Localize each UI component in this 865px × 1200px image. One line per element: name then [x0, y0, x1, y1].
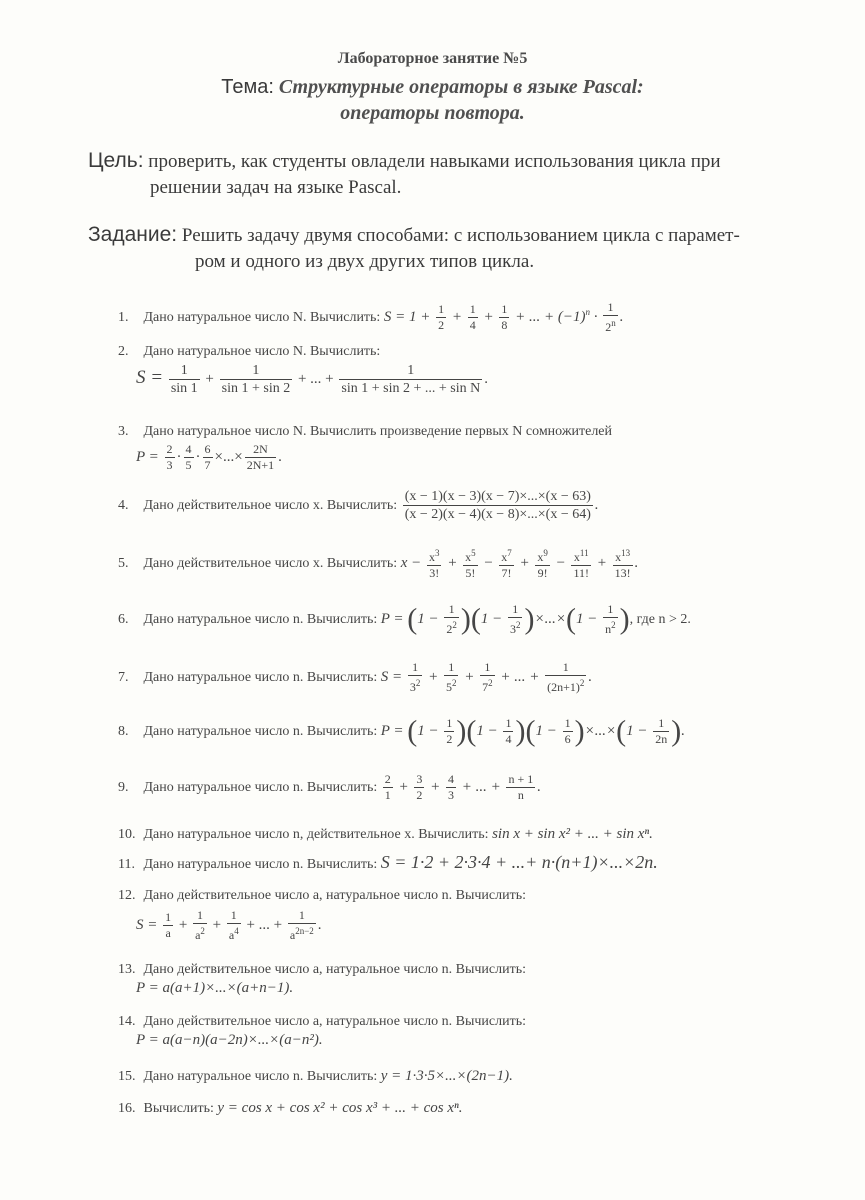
problem-2: 2. Дано натуральное число N. Вычислить: [118, 344, 381, 359]
problem-10: 10. Дано натуральное число n, действительное x. Вычислить: sin x + sin x² + ... + sin xⁿ. [118, 826, 653, 842]
problem-14: 14. Дано действительное число a, натуральное число n. Вычислить: [118, 1014, 527, 1029]
formula-10: sin x + sin x² + ... + sin xⁿ. [492, 826, 653, 842]
formula-11: S = 1·2 + 2·3·4 + ...+ n·(n+1)×...×2n. [380, 852, 658, 872]
formula-9: $\frac{2}{1}$ + $\frac{3}{2}$ + $\frac{4}{3}$ + ... + $\frac{n + 1}{n}$ . [384, 772, 541, 802]
problem-7: 7. Дано натуральное число n. Вычислить: S = $\frac{1}{3^2}$ + $\frac{1}{5^2}$ + $\frac{1}{7^2}$ + ... + $\frac{1}{(2n+1)^2}$ . [118, 660, 593, 694]
formula-8: P = (1 − $\frac{1}{2}$ )(1 − $\frac{1}{4}$ )(1 − $\frac{1}{6}$ )×...×(1 − $\frac{1}{2n}$ ). [380, 714, 685, 748]
problem-12: 12. Дано действительное число a, натуральное число n. Вычислить: [118, 888, 527, 903]
formula-4: $\frac{(x - 1)(x - 3)(x - 7)\times...\times(x - 63)}{(x - 2)(x - 4)(x - 8)\times...\times(x - 64)}$ . [404, 489, 599, 522]
formula-1: S = 1 + $\frac{1}{2}$ + $\frac{1}{4}$ + $\frac{1}{8}$ + ... + $(-1)^n$ · $\frac{1}{2^n}$ . [383, 300, 624, 334]
formula-5: x − $\frac{x^3}{3!}$ + $\frac{x^5}{5!}$ − $\frac{x^7}{7!}$ + $\frac{x^9}{9!}$ − $\frac{x^{11}}{11!}$ + $\frac{x^{13}}{13!}$ . [400, 548, 639, 580]
problem-16: 16. Вычислить: y = cos x + cos x² + cos x³ + ... + cos xⁿ. [118, 1100, 463, 1116]
problem-8: 8. Дано натуральное число n. Вычислить: P = (1 − $\frac{1}{2}$ )(1 − $\frac{1}{4}$ )(1 − $\frac{1}{6}$ )×...×(1 − $\frac{1}{2n}$ ). [118, 714, 685, 748]
problem-6: 6. Дано натуральное число n. Вычислить: P = (1 − $\frac{1}{2^2}$ )(1 − $\frac{1}{3^2}$ )×...×(1 − $\frac{1}{n^2}$ ), где n > 2. [118, 602, 691, 636]
formula-6: P = (1 − $\frac{1}{2^2}$ )(1 − $\frac{1}{3^2}$ )×...×(1 − $\frac{1}{n^2}$ ) [380, 602, 630, 636]
formula-13: P = a(a+1)×...×(a+n−1). [136, 980, 294, 996]
problem-9: 9. Дано натуральное число n. Вычислить: $\frac{2}{1}$ + $\frac{3}{2}$ + $\frac{4}{3}$ + ... + $\frac{n + 1}{n}$ . [118, 772, 541, 802]
formula-12: S = $\frac{1}{a}$ + $\frac{1}{a^2}$ + $\frac{1}{a^4}$ + ... + $\frac{1}{a^{2n-2}}$ . [136, 908, 322, 942]
goal-block [88, 148, 808, 201]
topic-heading [0, 76, 865, 99]
task-block [88, 222, 808, 275]
problem-3: 3. Дано натуральное число N. Вычислить произведение первых N сомножителей [118, 424, 613, 439]
formula-15: y = 1·3·5×...×(2n−1). [380, 1068, 513, 1084]
problem-1: 1. Дано натуральное число N. Вычислить: S = 1 + $\frac{1}{2}$ + $\frac{1}{4}$ + $\frac{1}{8}$ + ... + $(-1)^n$ · $\frac{1}{2^n}$ . [118, 300, 624, 334]
task-label: Задание: [88, 223, 178, 246]
topic-line2: операторы повтора. [340, 102, 525, 124]
goal-label: Цель: [88, 149, 144, 172]
problem-4: 4. Дано действительное число x. Вычислить: $\frac{(x - 1)(x - 3)(x - 7)\times...\times(x - 63)}{(x - 2)(x - 4)(x - 8)\times...\times(x - 64)}$ . [118, 489, 599, 522]
problem-13: 13. Дано действительное число a, натуральное число n. Вычислить: [118, 962, 527, 977]
problem-11: 11. Дано натуральное число n. Вычислить: S = 1·2 + 2·3·4 + ...+ n·(n+1)×...×2n. [118, 852, 658, 872]
topic-line1: Структурные операторы в языке Pascal: [278, 76, 644, 98]
formula-3: P = $\frac{2}{3}$ · $\frac{4}{5}$ · $\frac{6}{7}$ ×...× $\frac{2N}{2N+1}$ . [136, 442, 282, 472]
goal-text-line1: проверить, как студенты овладели навыками использования цикла при [148, 151, 721, 172]
task-text-line1: Решить задачу двумя способами: с использованием цикла с парамет- [181, 225, 740, 246]
topic-label: Тема: [221, 76, 274, 98]
formula-2: S = $\frac{1}{\sin 1}$ + $\frac{1}{\sin 1 + \sin 2}$ + ... + $\frac{1}{\text{sin 1 + sin 2 + ... + sin N}}$ . [136, 363, 488, 396]
formula-14: P = a(a−n)(a−2n)×...×(a−n²). [136, 1032, 323, 1048]
task-text-line2: ром и одного из двух других типов цикла. [195, 251, 535, 272]
goal-text-line2: решении задач на языке Pascal. [150, 177, 402, 198]
problem-5: 5. Дано действительное число x. Вычислить: x − $\frac{x^3}{3!}$ + $\frac{x^5}{5!}$ − $\frac{x^7}{7!}$ + $\frac{x^9}{9!}$ − $\frac{x^{11}}{11!}$ + $\frac{x^{13}}{13!}$ . [118, 548, 639, 580]
lab-title: Лабораторное занятие №5 [337, 50, 528, 67]
formula-16: y = cos x + cos x² + cos x³ + ... + cos xⁿ. [217, 1100, 463, 1116]
formula-7: S = $\frac{1}{3^2}$ + $\frac{1}{5^2}$ + $\frac{1}{7^2}$ + ... + $\frac{1}{(2n+1)^2}$ . [380, 660, 593, 694]
problem-15: 15. Дано натуральное число n. Вычислить: y = 1·3·5×...×(2n−1). [118, 1068, 513, 1084]
